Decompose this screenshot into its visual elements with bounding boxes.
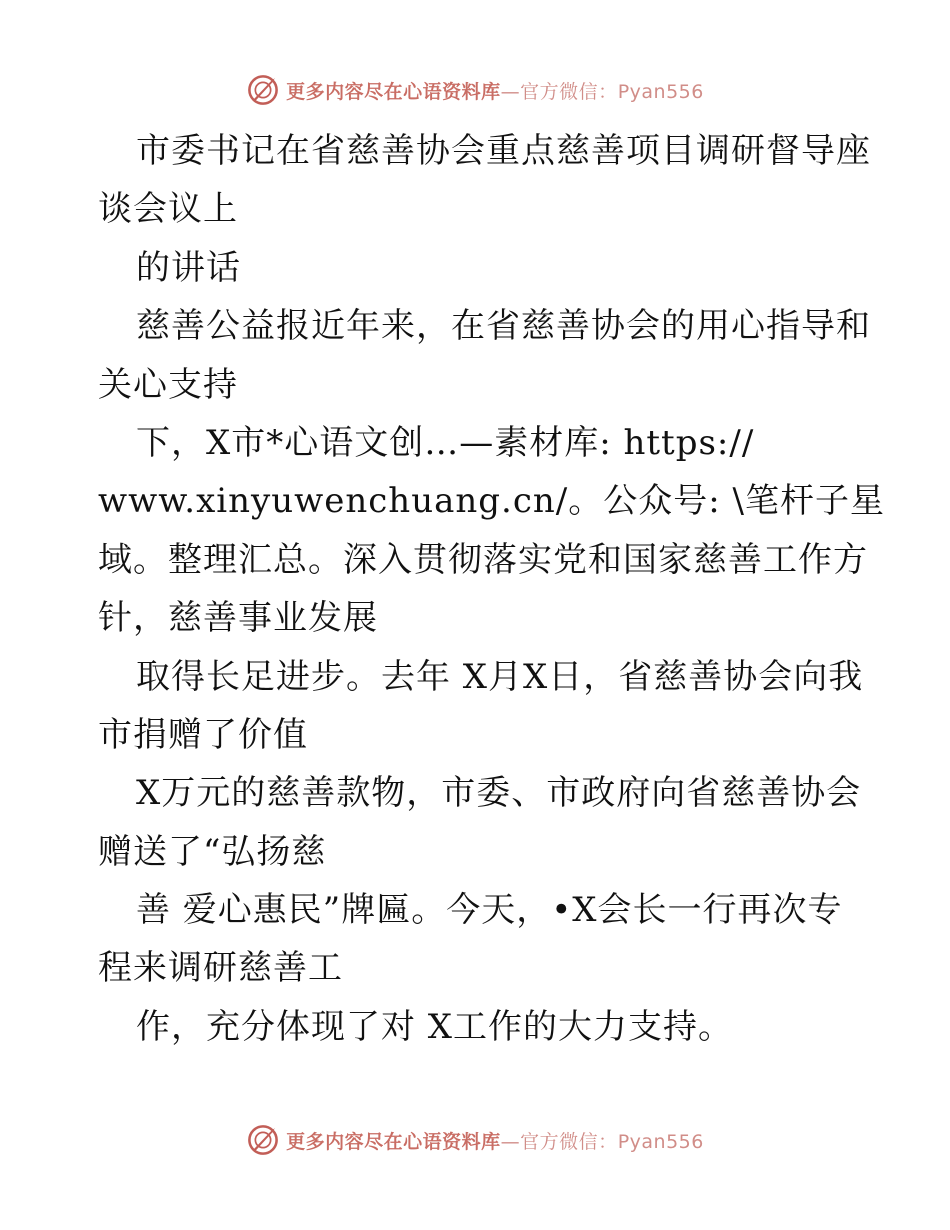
text-line: 市捐赠了价值	[98, 714, 308, 755]
text-line: 关心支持	[98, 364, 238, 405]
text-line: 善 爱心惠民”牌匾。今天，•X会长一行再次专	[136, 890, 843, 931]
watermark-group	[246, 73, 704, 107]
text-line: 谈会议上	[98, 189, 238, 230]
footer-watermark-banner	[0, 1120, 950, 1160]
watermark-wechat-label: 官方微信：	[520, 80, 618, 103]
watermark-wechat-id: Pyan556	[617, 1130, 704, 1153]
text-line: 市委书记在省慈善协会重点慈善项目调研督导座	[136, 131, 871, 171]
text-line: www.xinyuwenchuang.cn/。公众号: \笔杆子星	[98, 481, 885, 522]
watermark-group	[246, 1123, 704, 1157]
watermark-wechat-id: Pyan556	[617, 80, 704, 103]
text-line: 慈善公益报近年来，在省慈善协会的用心指导和	[136, 306, 871, 347]
document-body	[98, 122, 885, 1056]
watermark-text	[286, 77, 704, 104]
text-line: X万元的慈善款物，市委、市政府向省慈善协会	[136, 773, 862, 814]
text-line: 程来调研慈善工	[98, 948, 343, 989]
text-line: 的讲话	[136, 247, 241, 288]
text-line: 域。整理汇总。深入贯彻落实党和国家慈善工作方	[98, 539, 868, 580]
text-line: 赠送了“弘扬慈	[98, 831, 327, 872]
text-line: 取得长足进步。去年 X月X日，省慈善协会向我	[136, 656, 864, 697]
text-line: 针，慈善事业发展	[98, 598, 378, 639]
text-line: 作，充分体现了对 X工作的大力支持。	[136, 1006, 734, 1047]
watermark-dash: —	[500, 1130, 521, 1153]
watermark-main-text: 更多内容尽在心语资料库	[286, 1130, 501, 1153]
watermark-wechat-label: 官方微信：	[520, 1130, 618, 1153]
quill-logo-icon	[246, 1123, 280, 1157]
text-line: 下，X市*心语文创…—素材库: https://	[136, 422, 755, 463]
watermark-dash: —	[500, 80, 521, 103]
quill-logo-icon	[246, 73, 280, 107]
header-watermark-banner	[0, 70, 950, 110]
watermark-main-text: 更多内容尽在心语资料库	[286, 80, 501, 103]
watermark-text	[286, 1127, 704, 1154]
